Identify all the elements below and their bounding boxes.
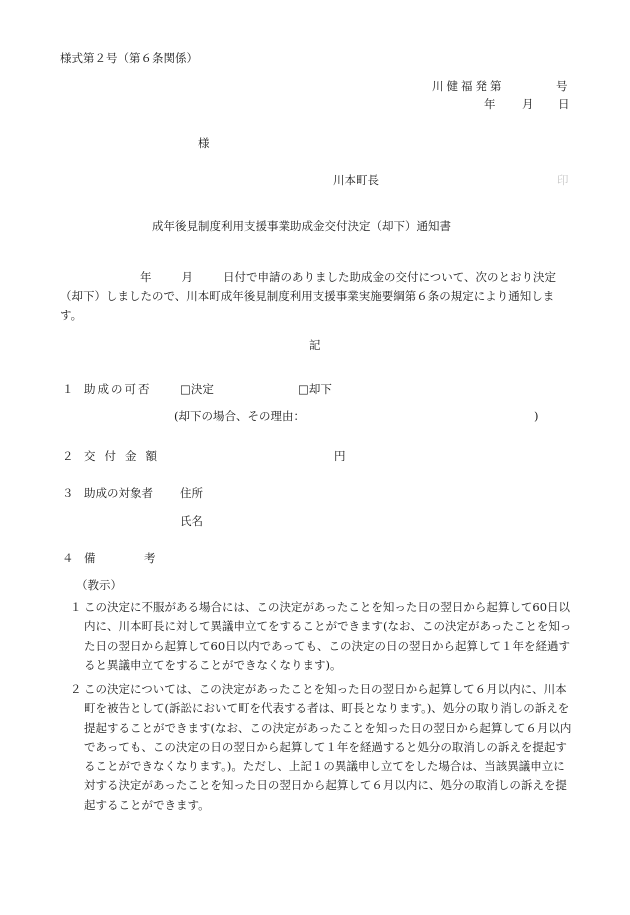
ki-heading: 記	[309, 338, 321, 352]
item-3-label: 助成の対象者	[84, 486, 153, 500]
body-year: 年	[140, 270, 152, 284]
seal-mark: 印	[557, 173, 569, 187]
item-3-number: ３	[62, 486, 74, 500]
note-2-text: この決定については、この決定があったことを知った日の翌日から起算して６月以内に、川本町を被告として(訴訟において町を代表する者は、町長となります。)、処分の取り消しの訴えを提起することができます(なお、この決定があったことを知った日の翌日から起算して６月以内であっても、この決定の日の翌日から起算して１年を経過すると処分の取消しの訴えを提起することができなくなります。)。ただし、上記１の異議申し立てをした場合は、当該異議申立に対する決定があったことを知った日の翌日から起算して６月以内に、処分の取消しの訴えを提起することができます。	[84, 682, 572, 812]
date-day: 日	[558, 97, 570, 111]
option-rejected: □却下	[298, 382, 332, 396]
item-1-label: 助成の可否	[84, 382, 152, 396]
note-1-number: １	[70, 600, 82, 614]
item-1-number: １	[62, 382, 74, 396]
addressee-suffix: 様	[198, 136, 210, 150]
issuer-title: 川本町長	[333, 173, 379, 187]
document-title: 成年後見制度利用支援事業助成金交付決定（却下）通知書	[152, 219, 451, 233]
body-month: 月	[181, 270, 193, 284]
date-month: 月	[522, 97, 534, 111]
item-2-label: 交付金額	[84, 449, 166, 463]
option-decided: □決定	[180, 382, 214, 396]
reject-reason-close: )	[534, 409, 539, 423]
instruction-heading: （教示）	[76, 578, 122, 592]
item-4-number: ４	[62, 551, 74, 565]
date-year: 年	[484, 97, 496, 111]
target-address-label: 住所	[180, 486, 203, 500]
reject-reason-open: (却下の場合、その理由：	[174, 409, 305, 423]
amount-unit: 円	[334, 449, 346, 463]
target-name-label: 氏名	[180, 514, 203, 528]
form-label: 様式第２号（第６条関係）	[60, 51, 198, 65]
instruction-note-2	[70, 680, 576, 815]
item-4-label-2: 考	[144, 551, 156, 565]
body-text: 日付で申請のありました助成金の交付について、次のとおり決定（却下）しましたので、川本町成年後見制度利用支援事業実施要綱第６条の規定により通知します。	[60, 270, 557, 322]
instruction-note-1	[70, 598, 576, 675]
item-2-number: ２	[62, 449, 74, 463]
note-1-text: この決定に不服がある場合には、この決定があったことを知った日の翌日から起算して60日以内に、川本町長に対して異議申立てをすることができます(なお、この決定があったことを知った日の翌日から起算して60日以内であっても、この決定の日の翌日から起算して１年を経過すると異議申立てをすることができなくなります)。	[84, 600, 572, 672]
body-paragraph	[60, 268, 574, 325]
item-4-label: 備	[84, 551, 96, 565]
doc-number-suffix: 号	[556, 79, 568, 93]
doc-number-prefix: 川健福発第	[432, 79, 505, 93]
note-2-number: ２	[70, 682, 82, 696]
